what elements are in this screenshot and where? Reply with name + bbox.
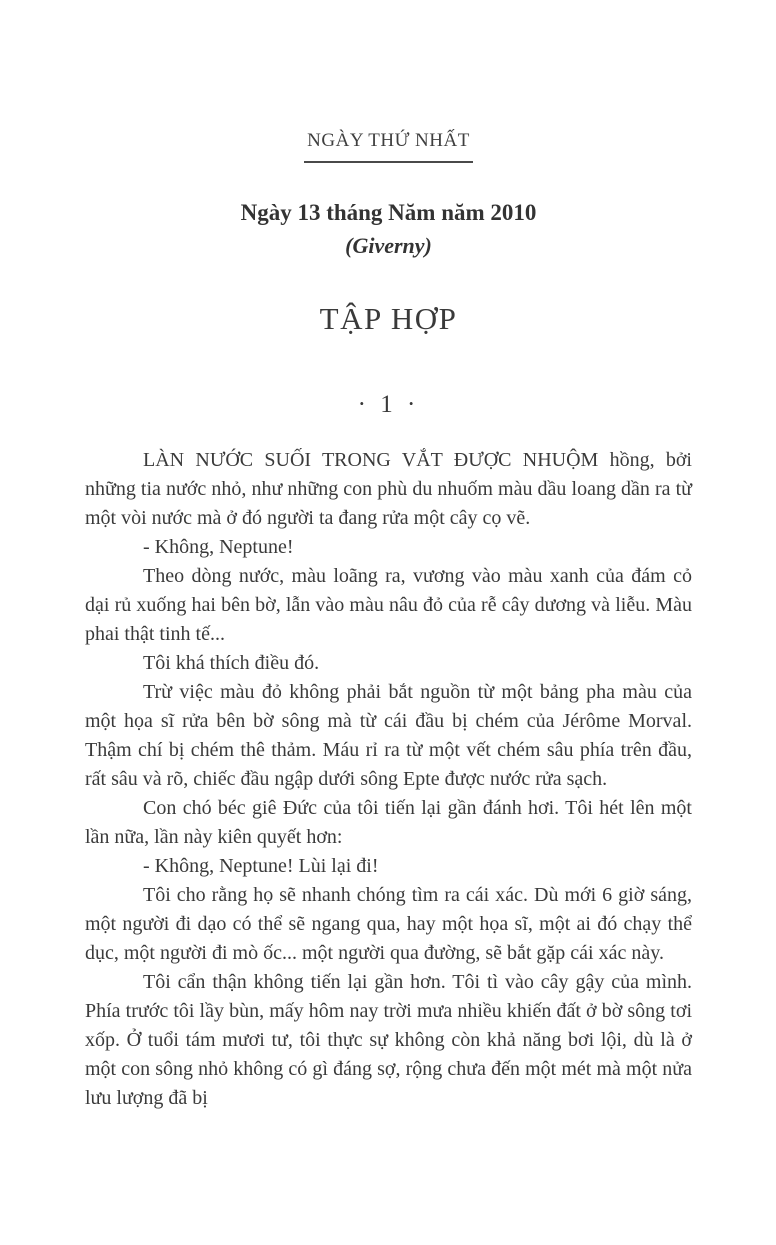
body-text xyxy=(85,446,692,1113)
part-header: NGÀY THỨ NHẤT xyxy=(304,130,473,163)
paragraph-dialogue: - Không, Neptune! xyxy=(143,536,294,558)
paragraph-opening xyxy=(85,446,692,533)
date-heading: Ngày 13 tháng Năm năm 2010 xyxy=(240,200,537,225)
paragraph: Tôi cẩn thận không tiến lại gần hơn. Tôi tì vào cây gậy của mình. Phía trước tôi lầy bùn, mấy hôm nay trời mưa nhiều khiến đất ở bờ sông tơi xốp. Ở tuổi tám mươi tư, tôi thực sự không còn khả năng bơi lội, dù là ở một con sông nhỏ không có gì đáng sợ, rộng chưa đến một mét mà một nửa lưu lượng đã bị xyxy=(85,971,692,1109)
paragraph: Trừ việc màu đỏ không phải bắt nguồn từ một bảng pha màu của một họa sĩ rửa bên bờ sông mà từ cái đầu bị chém của Jérôme Morval. Thậm chí bị chém thê thảm. Máu rỉ ra từ một vết chém sâu phía trên đầu, rất sâu và rõ, chiếc đầu ngập dưới sông Epte được nước rửa sạch. xyxy=(85,681,692,790)
paragraph: Theo dòng nước, màu loãng ra, vương vào màu xanh của đám cỏ dại rủ xuống hai bên bờ, lẫn vào màu nâu đỏ của rễ cây dương và liễu. Màu phai thật tinh tế... xyxy=(85,565,692,645)
part-header-container xyxy=(85,0,692,163)
paragraph: Tôi khá thích điều đó. xyxy=(143,652,320,674)
section-number: · 1 · xyxy=(357,391,420,418)
paragraph-lead-rest: hồng, bởi những tia nước nhỏ, như những con phù du nhuốm màu dầu loang dần ra từ một vòi nước mà ở đó người ta đang rửa một cây cọ vẽ. xyxy=(85,449,692,529)
location-subtitle: (Giverny) xyxy=(345,233,432,258)
chapter-title: TẬP HỢP xyxy=(319,301,458,336)
paragraph-lead-caps: LÀN NƯỚC SUỐI TRONG VẮT ĐƯỢC NHUỘM xyxy=(143,449,599,471)
paragraph: Tôi cho rằng họ sẽ nhanh chóng tìm ra cái xác. Dù mới 6 giờ sáng, một người đi dạo có thể sẽ ngang qua, hay một họa sĩ, một ai đó chạy thể dục, một người đi mò ốc... một người qua đường, sẽ bắt gặp cái xác này. xyxy=(85,884,692,964)
paragraph-dialogue: - Không, Neptune! Lùi lại đi! xyxy=(143,855,379,877)
paragraph: Con chó béc giê Đức của tôi tiến lại gần đánh hơi. Tôi hét lên một lần nữa, lần này kiên quyết hơn: xyxy=(85,797,692,848)
